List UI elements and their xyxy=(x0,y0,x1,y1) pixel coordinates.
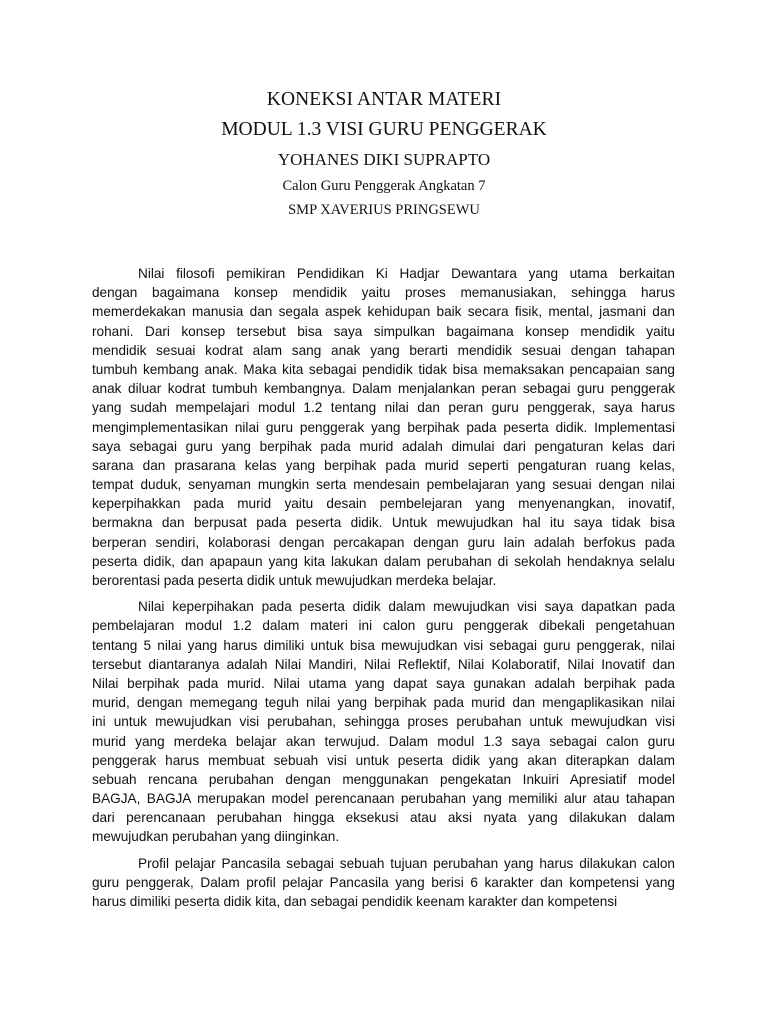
paragraph-line: Profil pelajar Pancasila sebagai sebuah tujuan perubahan yang harus dilakukan calon xyxy=(138,855,675,871)
paragraph-line: saya sebagai guru yang berpihak pada murid adalah dimulai dari pengaturan kelas dari xyxy=(92,438,675,454)
author-name: YOHANES DIKI SUPRAPTO xyxy=(277,150,491,169)
document-subtitle: MODUL 1.3 VISI GURU PENGGERAK xyxy=(221,119,547,140)
author-role: Calon Guru Penggerak Angkatan 7 xyxy=(282,178,486,194)
paragraph-line: dari perencanaan perubahan hingga eksekusi atau aksi nyata yang dilakukan dalam xyxy=(92,810,675,826)
paragraph-line: tersebut diantaranya adalah Nilai Mandiri, Nilai Reflektif, Nilai Kolaboratif, Nilai Inovatif dan xyxy=(92,656,675,672)
paragraph xyxy=(92,597,675,846)
paragraph-line: peserta didik, dan apapaun yang kita lakukan dalam perubahan di sekolah hendaknya selalu xyxy=(92,553,675,569)
paragraph-line: dengan bagaimana konsep mendidik yaitu proses memanusiakan, sehingga harus xyxy=(92,285,675,301)
paragraph-line: murid, dengan memegang teguh nilai yang berpihak pada murid dan mengaplikasikan nilai xyxy=(92,695,675,711)
paragraph-line: memerdekakan manusia dan segala aspek kehidupan baik secara fisik, mental, jasmani dan xyxy=(92,304,675,320)
paragraph-line: mengimplementasikan nilai guru penggerak yang berpihak pada peserta didik. Implementasi xyxy=(92,419,675,435)
paragraph xyxy=(92,264,675,590)
document-header xyxy=(0,88,768,225)
paragraph-line: berorentasi pada peserta didik untuk mewujudkan merdeka belajar. xyxy=(92,573,497,588)
paragraph-line: Nilai filosofi pemikiran Pendidikan Ki Hadjar Dewantara yang utama berkaitan xyxy=(138,266,675,281)
paragraph-line: harus dimiliki peserta didik kita, dan sebagai pendidik keenam karakter dan kompetensi xyxy=(92,894,618,909)
paragraph-line: tentang 5 nilai yang harus dimiliki untuk bisa mewujudkan visi sebagai guru penggerak, nilai xyxy=(92,637,675,653)
paragraph-line: murid yang merdeka belajar akan terwujud. Dalam modul 1.3 saya sebagai calon guru xyxy=(92,733,675,749)
paragraph-line: bermakna dan berpusat pada peserta didik. Untuk mewujudkan hal itu saya tidak bisa xyxy=(92,515,675,531)
paragraph-line: mewujudkan perubahan yang diinginkan. xyxy=(92,829,340,845)
paragraph-line: Nilai keperpihakan pada peserta didik dalam mewujudkan visi saya dapatkan pada xyxy=(138,599,675,615)
paragraph-line: yang sudah mempelajari modul 1.2 tentang nilai dan peran guru penggerak, saya harus xyxy=(92,400,675,416)
paragraph-line: berperan sendiri, kolaborasi dengan percakapan dengan guru lain adalah berfokus pada xyxy=(92,534,675,550)
school-name: SMP XAVERIUS PRINGSEWU xyxy=(288,202,480,218)
paragraph-line: anak diluar kodrat tumbuh kembangnya. Dalam menjalankan peran sebagai guru penggerak xyxy=(92,381,675,397)
paragraph-line: keperpihakkan pada murid yaitu desain pembelejaran yang menyenangkan, inovatif, xyxy=(92,496,675,512)
paragraph-line: tumbuh kembang anak. Maka kita sebagai pendidik tidak bisa memaksakan pencapaian sang xyxy=(92,361,675,377)
paragraph-line: guru penggerak, Dalam profil pelajar Pancasila yang berisi 6 karakter dan kompetensi yang xyxy=(92,874,675,890)
paragraph xyxy=(92,854,675,912)
paragraph-line: rohani. Dari konsep tersebut bisa saya simpulkan bagaimana konsep mendidik yaitu xyxy=(92,323,675,339)
document-title: KONEKSI ANTAR MATERI xyxy=(266,89,502,110)
paragraph-line: tempat duduk, senyaman mungkin serta mendesain pembelajaran yang sesuai dengan nilai xyxy=(92,477,675,493)
paragraph-line: ini untuk mewujudkan visi perubahan, sehingga proses perubahan untuk mewujudkan visi xyxy=(92,714,675,730)
document-body xyxy=(92,264,675,918)
paragraph-line: sebuah rencana perubahan dengan menggunakan pengekatan Inkuiri Apresiatif model xyxy=(92,771,675,787)
paragraph-line: penggerak harus membuat sebuah visi untuk peserta didik yang akan diterapkan dalam xyxy=(92,752,675,768)
paragraph-line: Nilai berpihak pada murid. Nilai utama yang dapat saya gunakan adalah berpihak pada xyxy=(92,675,675,691)
paragraph-line: mendidik sesuai kodrat alam sang anak yang berarti mendidik sesuai dengan tahapan xyxy=(92,342,675,358)
paragraph-line: pembelajaran modul 1.2 dalam materi ini calon guru penggerak dibekali pengetahuan xyxy=(92,618,675,634)
paragraph-line: BAGJA, BAGJA merupakan model perencanaan perubahan yang memiliki alur atau tahapan xyxy=(92,791,675,807)
paragraph-line: sarana dan prasarana kelas yang berpihak pada murid seperti pengaturan ruang kelas, xyxy=(92,457,675,473)
